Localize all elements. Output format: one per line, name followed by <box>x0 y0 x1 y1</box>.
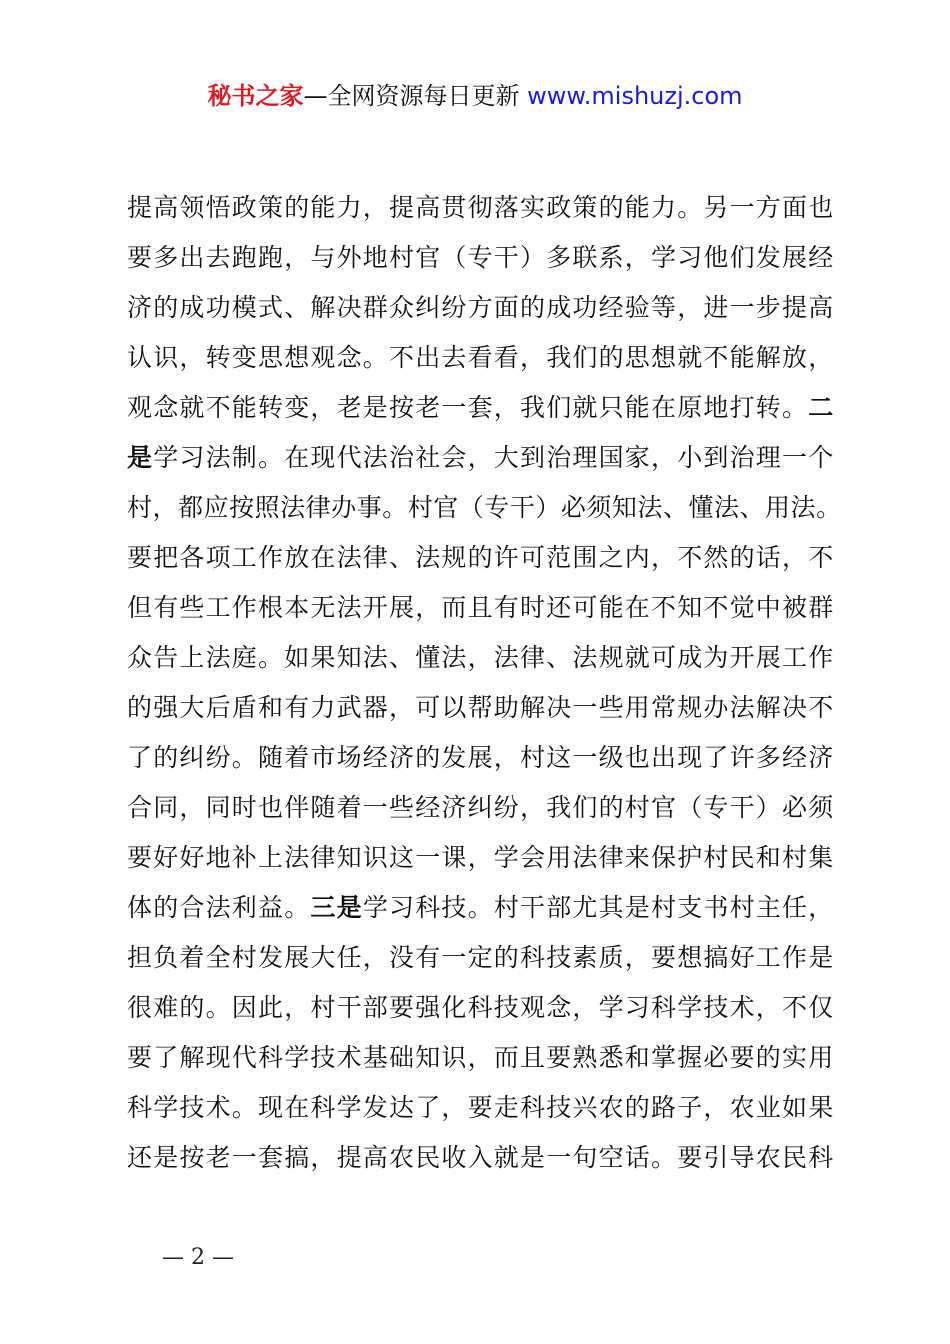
text-line-content: 要了解现代科学技术基础知识，而且要熟悉和掌握必要的实用 <box>127 1043 835 1072</box>
text-line <box>127 1133 842 1183</box>
header-tagline: —全网资源每日更新 <box>303 82 528 110</box>
text-line <box>127 433 842 483</box>
text-line-content: 了的纠纷。随着市场经济的发展，村这一级也出现了许多经济 <box>127 743 835 772</box>
text-line-content: 的强大后盾和有力武器，可以帮助解决一些用常规办法解决不 <box>127 693 835 722</box>
text-line-content: 体的合法利益。 <box>127 893 311 922</box>
text-line-content: 要把各项工作放在法律、法规的许可范围之内，不然的话，不 <box>127 543 835 572</box>
text-line-content: 要多出去跑跑，与外地村官（专干）多联系，学习他们发展经 <box>127 243 835 272</box>
text-line <box>127 183 842 233</box>
page-number: — 2 — <box>162 1245 234 1270</box>
text-line-content: 很难的。因此，村干部要强化科技观念，学习科学技术，不仅 <box>127 993 835 1022</box>
text-line <box>127 283 842 333</box>
text-line-content: 学习科技。村干部尤其是村支书村主任， <box>362 893 835 922</box>
text-line-content: 济的成功模式、解决群众纠纷方面的成功经验等，进一步提高 <box>127 293 835 322</box>
text-line-content: 但有些工作根本无法开展，而且有时还可能在不知不觉中被群 <box>127 593 835 622</box>
text-line <box>127 233 842 283</box>
text-line-content: 众告上法庭。如果知法、懂法，法律、法规就可成为开展工作 <box>127 643 835 672</box>
bold-heading-marker: 三是 <box>310 893 363 922</box>
text-line-content: 村，都应按照法律办事。村官（专干）必须知法、懂法、用法。 <box>127 493 842 522</box>
bold-heading-marker: 二 <box>808 393 835 422</box>
text-line-content: 还是按老一套搞，提高农民收入就是一句空话。要引导农民科 <box>127 1143 835 1172</box>
text-line <box>127 883 842 933</box>
text-line <box>127 583 842 633</box>
bold-heading-marker: 是 <box>127 443 154 472</box>
text-line <box>127 1033 842 1083</box>
text-line <box>127 983 842 1033</box>
text-line-content: 科学技术。现在科学发达了，要走科技兴农的路子，农业如果 <box>127 1093 835 1122</box>
text-line <box>127 333 842 383</box>
text-line <box>127 383 842 433</box>
text-line <box>127 733 842 783</box>
page-header <box>0 80 950 112</box>
text-line <box>127 533 842 583</box>
text-line-content: 提高领悟政策的能力，提高贯彻落实政策的能力。另一方面也 <box>127 193 835 222</box>
brand-name: 秘书之家 <box>207 82 304 110</box>
text-line <box>127 833 842 883</box>
text-line <box>127 783 842 833</box>
text-line-content: 观念就不能转变，老是按老一套，我们就只能在原地打转。 <box>127 393 809 422</box>
text-line <box>127 1083 842 1133</box>
site-url-link[interactable]: www.mishuzj.com <box>527 82 743 110</box>
text-line-content: 要好好地补上法律知识这一课，学会用法律来保护村民和村集 <box>127 843 835 872</box>
text-line <box>127 483 842 533</box>
text-line-content: 学习法制。在现代法治社会，大到治理国家，小到治理一个 <box>153 443 835 472</box>
text-line-content: 认识，转变思想观念。不出去看看，我们的思想就不能解放， <box>127 343 835 372</box>
text-line-content: 担负着全村发展大任，没有一定的科技素质，要想搞好工作是 <box>127 943 835 972</box>
text-line <box>127 633 842 683</box>
text-line-content: 合同，同时也伴随着一些经济纠纷，我们的村官（专干）必须 <box>127 793 835 822</box>
text-line <box>127 933 842 983</box>
text-line <box>127 683 842 733</box>
